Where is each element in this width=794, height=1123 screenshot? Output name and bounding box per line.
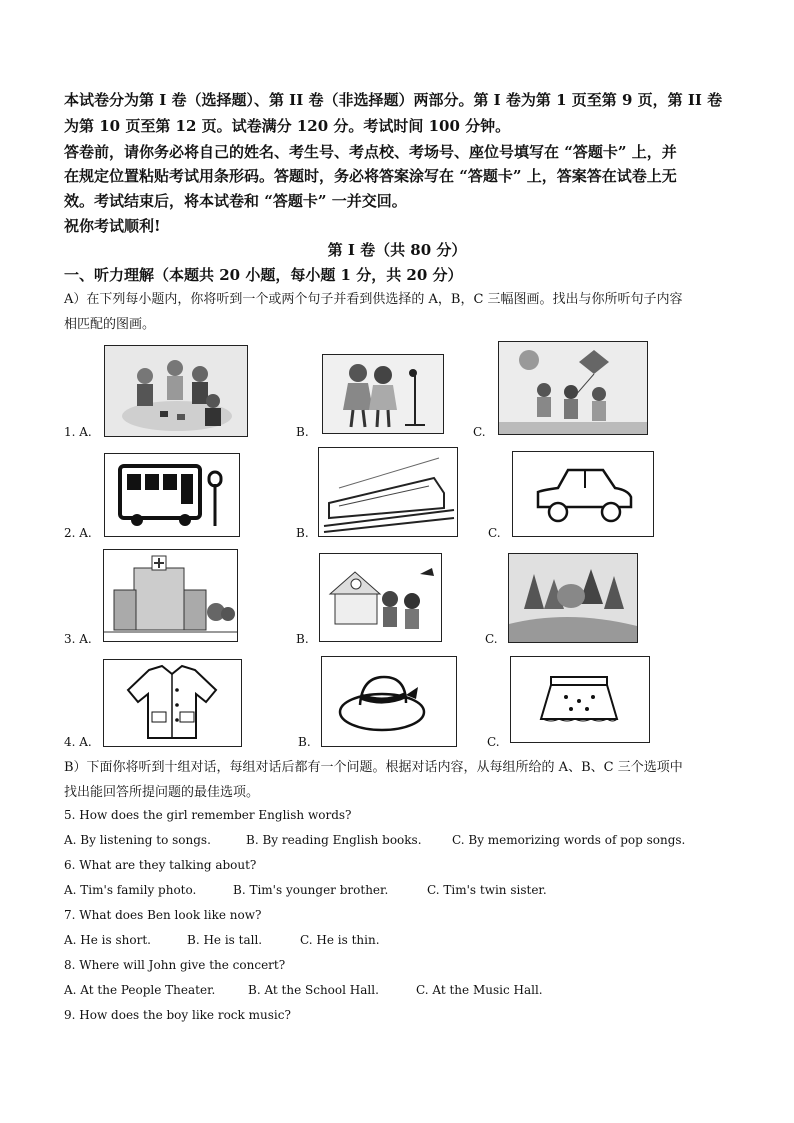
q2-option-b-label: B. [296,526,309,540]
q8-option-a[interactable]: A. At the People Theater. [64,983,216,997]
q7-question: 7. What does Ben look like now? [64,908,262,922]
q1-option-c-label: C. [473,425,486,439]
intro-line-3: 答卷前，请你务必将自己的姓名、考生号、考点校、考场号、座位号填写在 “答题卡” 上，并 [64,143,677,161]
q1-option-b-singing-image[interactable] [322,354,444,434]
q4-label: 4. A. [64,735,92,749]
q8-question: 8. Where will John give the concert? [64,958,286,972]
q5-option-b[interactable]: B. By reading English books. [246,833,422,847]
q1-option-c-kite-image[interactable] [498,341,648,435]
q7-option-c[interactable]: C. He is thin. [300,933,380,947]
intro-line-5: 效。考试结束后，将本试卷和 “答题卡” 一并交回。 [64,192,407,210]
q3-option-a-hospital-image[interactable] [103,549,238,642]
q5-option-a[interactable]: A. By listening to songs. [64,833,211,847]
q3-option-c-label: C. [485,632,498,646]
q4-option-b-label: B. [298,735,311,749]
q3-option-b-label: B. [296,632,309,646]
q4-option-a-coat-image[interactable] [103,659,242,747]
q4-option-b-hat-image[interactable] [321,656,457,747]
intro-line-1: 本试卷分为第 I 卷（选择题）、第 II 卷（非选择题）两部分。第 I 卷为第 1 页至第 9 页，第 II 卷 [64,91,723,109]
intro-line-2: 为第 10 页至第 12 页。试卷满分 120 分。考试时间 100 分钟。 [64,117,511,135]
q7-option-b[interactable]: B. He is tall. [187,933,263,947]
q1-option-b-label: B. [296,425,309,439]
q2-option-c-label: C. [488,526,501,540]
q3-option-c-park-image[interactable] [508,553,638,643]
q6-option-c[interactable]: C. Tim's twin sister. [427,883,547,897]
section-b-line-2: 找出能回答所提问题的最佳选项。 [64,785,260,800]
q8-option-b[interactable]: B. At the School Hall. [248,983,379,997]
q2-option-b-train-image[interactable] [318,447,458,537]
q8-option-c[interactable]: C. At the Music Hall. [416,983,543,997]
part-title: 第 I 卷（共 80 分） [327,241,467,259]
section-a-line-1: A）在下列每小题内，你将听到一个或两个句子并看到供选择的 A，B，C 三幅图画。找出与你所听句子内容 [64,292,683,307]
q3-label: 3. A. [64,632,92,646]
q1-option-a-picnic-image[interactable] [104,345,248,437]
section-b-line-1: B）下面你将听到十组对话，每组对话后都有一个问题。根据对话内容，从每组所给的 A、B、C 三个选项中 [64,760,683,775]
q5-option-c[interactable]: C. By memorizing words of pop songs. [452,833,686,847]
intro-line-4: 在规定位置粘贴考试用条形码。答题时，务必将答案涂写在 “答题卡” 上，答案答在试卷上无 [64,167,677,185]
q6-option-a[interactable]: A. Tim's family photo. [64,883,197,897]
q6-option-b[interactable]: B. Tim's younger brother. [233,883,389,897]
q2-label: 2. A. [64,526,92,540]
section-a-line-2: 相匹配的图画。 [64,317,156,332]
q6-question: 6. What are they talking about? [64,858,257,872]
q2-option-a-bus-image[interactable] [104,453,240,537]
section-1-title: 一、听力理解（本题共 20 小题，每小题 1 分，共 20 分） [64,266,463,284]
q5-question: 5. How does the girl remember English words? [64,808,352,822]
q7-option-a[interactable]: A. He is short. [64,933,151,947]
q1-label: 1. A. [64,425,92,439]
q4-option-c-skirt-image[interactable] [510,656,650,743]
q4-option-c-label: C. [487,735,500,749]
intro-line-6: 祝你考试顺利! [64,217,161,235]
q3-option-b-school-image[interactable] [319,553,442,642]
q2-option-c-car-image[interactable] [512,451,654,537]
q9-question: 9. How does the boy like rock music? [64,1008,291,1022]
